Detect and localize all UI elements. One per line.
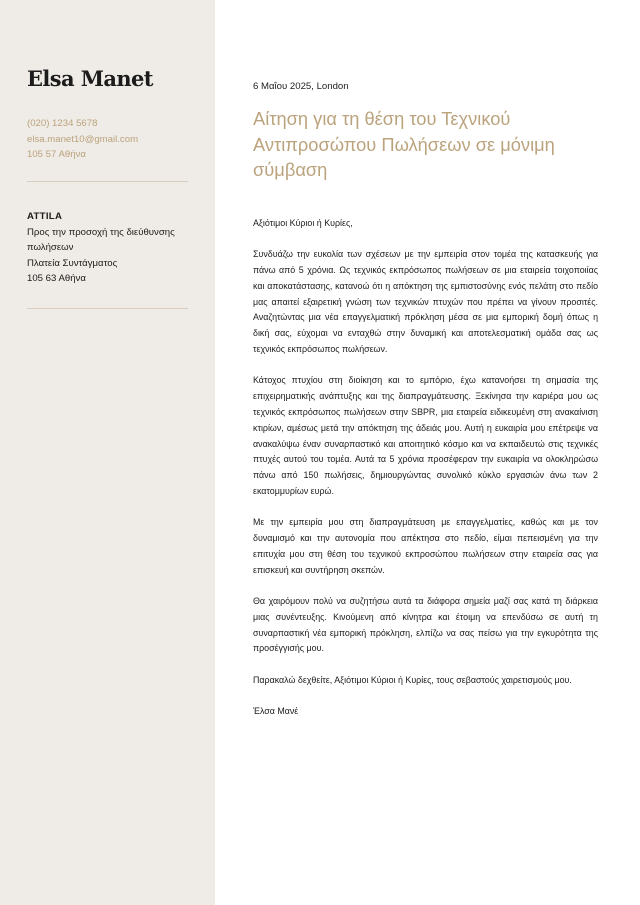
recipient-block	[27, 209, 192, 287]
signature: Έλσα Μανέ	[253, 705, 299, 716]
letter-paragraph: Θα χαιρόμουν πολύ να συζητήσω αυτά τα διάφορα σημεία μαζί σας κατά τη διάρκεια μιας συνέντευξης. Κινούμενη από κίνητρα και έτοιμη να επενδύσω σε αυτή τη συναρπαστική νέα εμπορική πρόκληση, ελπίζω να σας πείσω για την εγκυρότητα της προσέγγισής μου.	[253, 595, 598, 654]
sidebar	[0, 0, 215, 905]
letter-paragraph: Κάτοχος πτυχίου στη διοίκηση και το εμπόριο, έχω κατανοήσει τη σημασία της επιχειρηματικής ανάπτυξης και της διαπραγμάτευσης. Ξεκίνησα την καριέρα μου ως τεχνικός εκπρόσωπος πωλήσεων στην SBPR, μια εταιρεία ειδικευμένη στη ανακαίνιση κτιρίων, αμέσως μετά την απόκτηση της άδειάς μου. Αυτή η ευκαιρία μου επέτρεψε να ανακαλύψω έναν συναρπαστικό και αποιτητικό κόσμο και να εκπαιδευτώ στις τεχνικές πτυχές αυτού του τομέα. Αυτά τα 5 χρόνια προσέφεραν την ευκαιρία να ολοκληρώσω πάνω από 150 πωλήσεις, δημιουργώντας συνολικό κύκλο εργασιών άνω των 2 εκατομμυρίων ευρώ.	[253, 375, 598, 496]
recipient-street: Πλατεία Συντάγματος	[27, 257, 118, 269]
letter-date: 6 Μαΐου 2025, London	[253, 81, 349, 92]
sender-address: 105 57 Αθήνα	[27, 149, 86, 160]
contact-info	[27, 116, 138, 163]
email-address: elsa.manet10@gmail.com	[27, 133, 139, 145]
letter-paragraph: Με την εμπειρία μου στη διαπραγμάτευση με επαγγελματίες, καθώς και με τον δυναμισμό και την αυτονομία που απέκτησα στο πεδίο, είμαι πεπεισμένη για την επιτυχία μου στη θέση του τεχνικού εκπροσώπου πωλήσεων στην εταιρεία σας για επισκευή και συντήρηση σκεπών.	[253, 517, 598, 575]
divider	[27, 308, 188, 309]
phone-number: (020) 1234 5678	[27, 118, 98, 129]
recipient-attention: Προς την προσοχή της διεύθυνσης πωλήσεων	[27, 226, 175, 253]
letter-paragraph: Παρακαλώ δεχθείτε, Αξιότιμοι Κύριοι ή Κυρίες, τους σεβαστούς χαιρετισμούς μου.	[253, 674, 572, 685]
letter-text	[253, 216, 598, 735]
recipient-company: ATTILA	[27, 211, 63, 222]
recipient-city: 105 63 Αθήνα	[27, 273, 86, 284]
salutation: Αξιότιμοι Κύριοι ή Κυρίες,	[253, 218, 353, 228]
letter-paragraph: Συνδυάζω την ευκολία των σχέσεων με την εμπειρία στον τομέα της κατασκευής για πάνω από 5 χρόνια. Ως τεχνικός εκπρόσωπος πωλήσεων σε μια εταιρεία τοιχοποιίας και αποκατάστασης, κατανοώ ότι η απόκτηση της εμπιστοσύνης ενός πελάτη στο πεδίο μας απαιτεί εξαιρετική γνώση των τεχνικών πτυχών που πρέπει να γίνουν προσιτές. Αναζητώντας μια νέα επαγγελματική πρόκληση μέσα σε μια εμπορική δομή όπως η δική σας, εύχομαι να ενταχθώ στην δυναμική και αποτελεσματική ομάδα σας ως τεχνικός εκπρόσωπος πωλήσεων.	[253, 249, 598, 355]
sender-name: Elsa Manet	[27, 66, 153, 91]
letter-subject: Αίτηση για τη θέση του Τεχνικού Αντιπροσώπου Πωλήσεων σε μόνιμη σύμβαση	[253, 108, 555, 180]
divider	[27, 181, 188, 182]
